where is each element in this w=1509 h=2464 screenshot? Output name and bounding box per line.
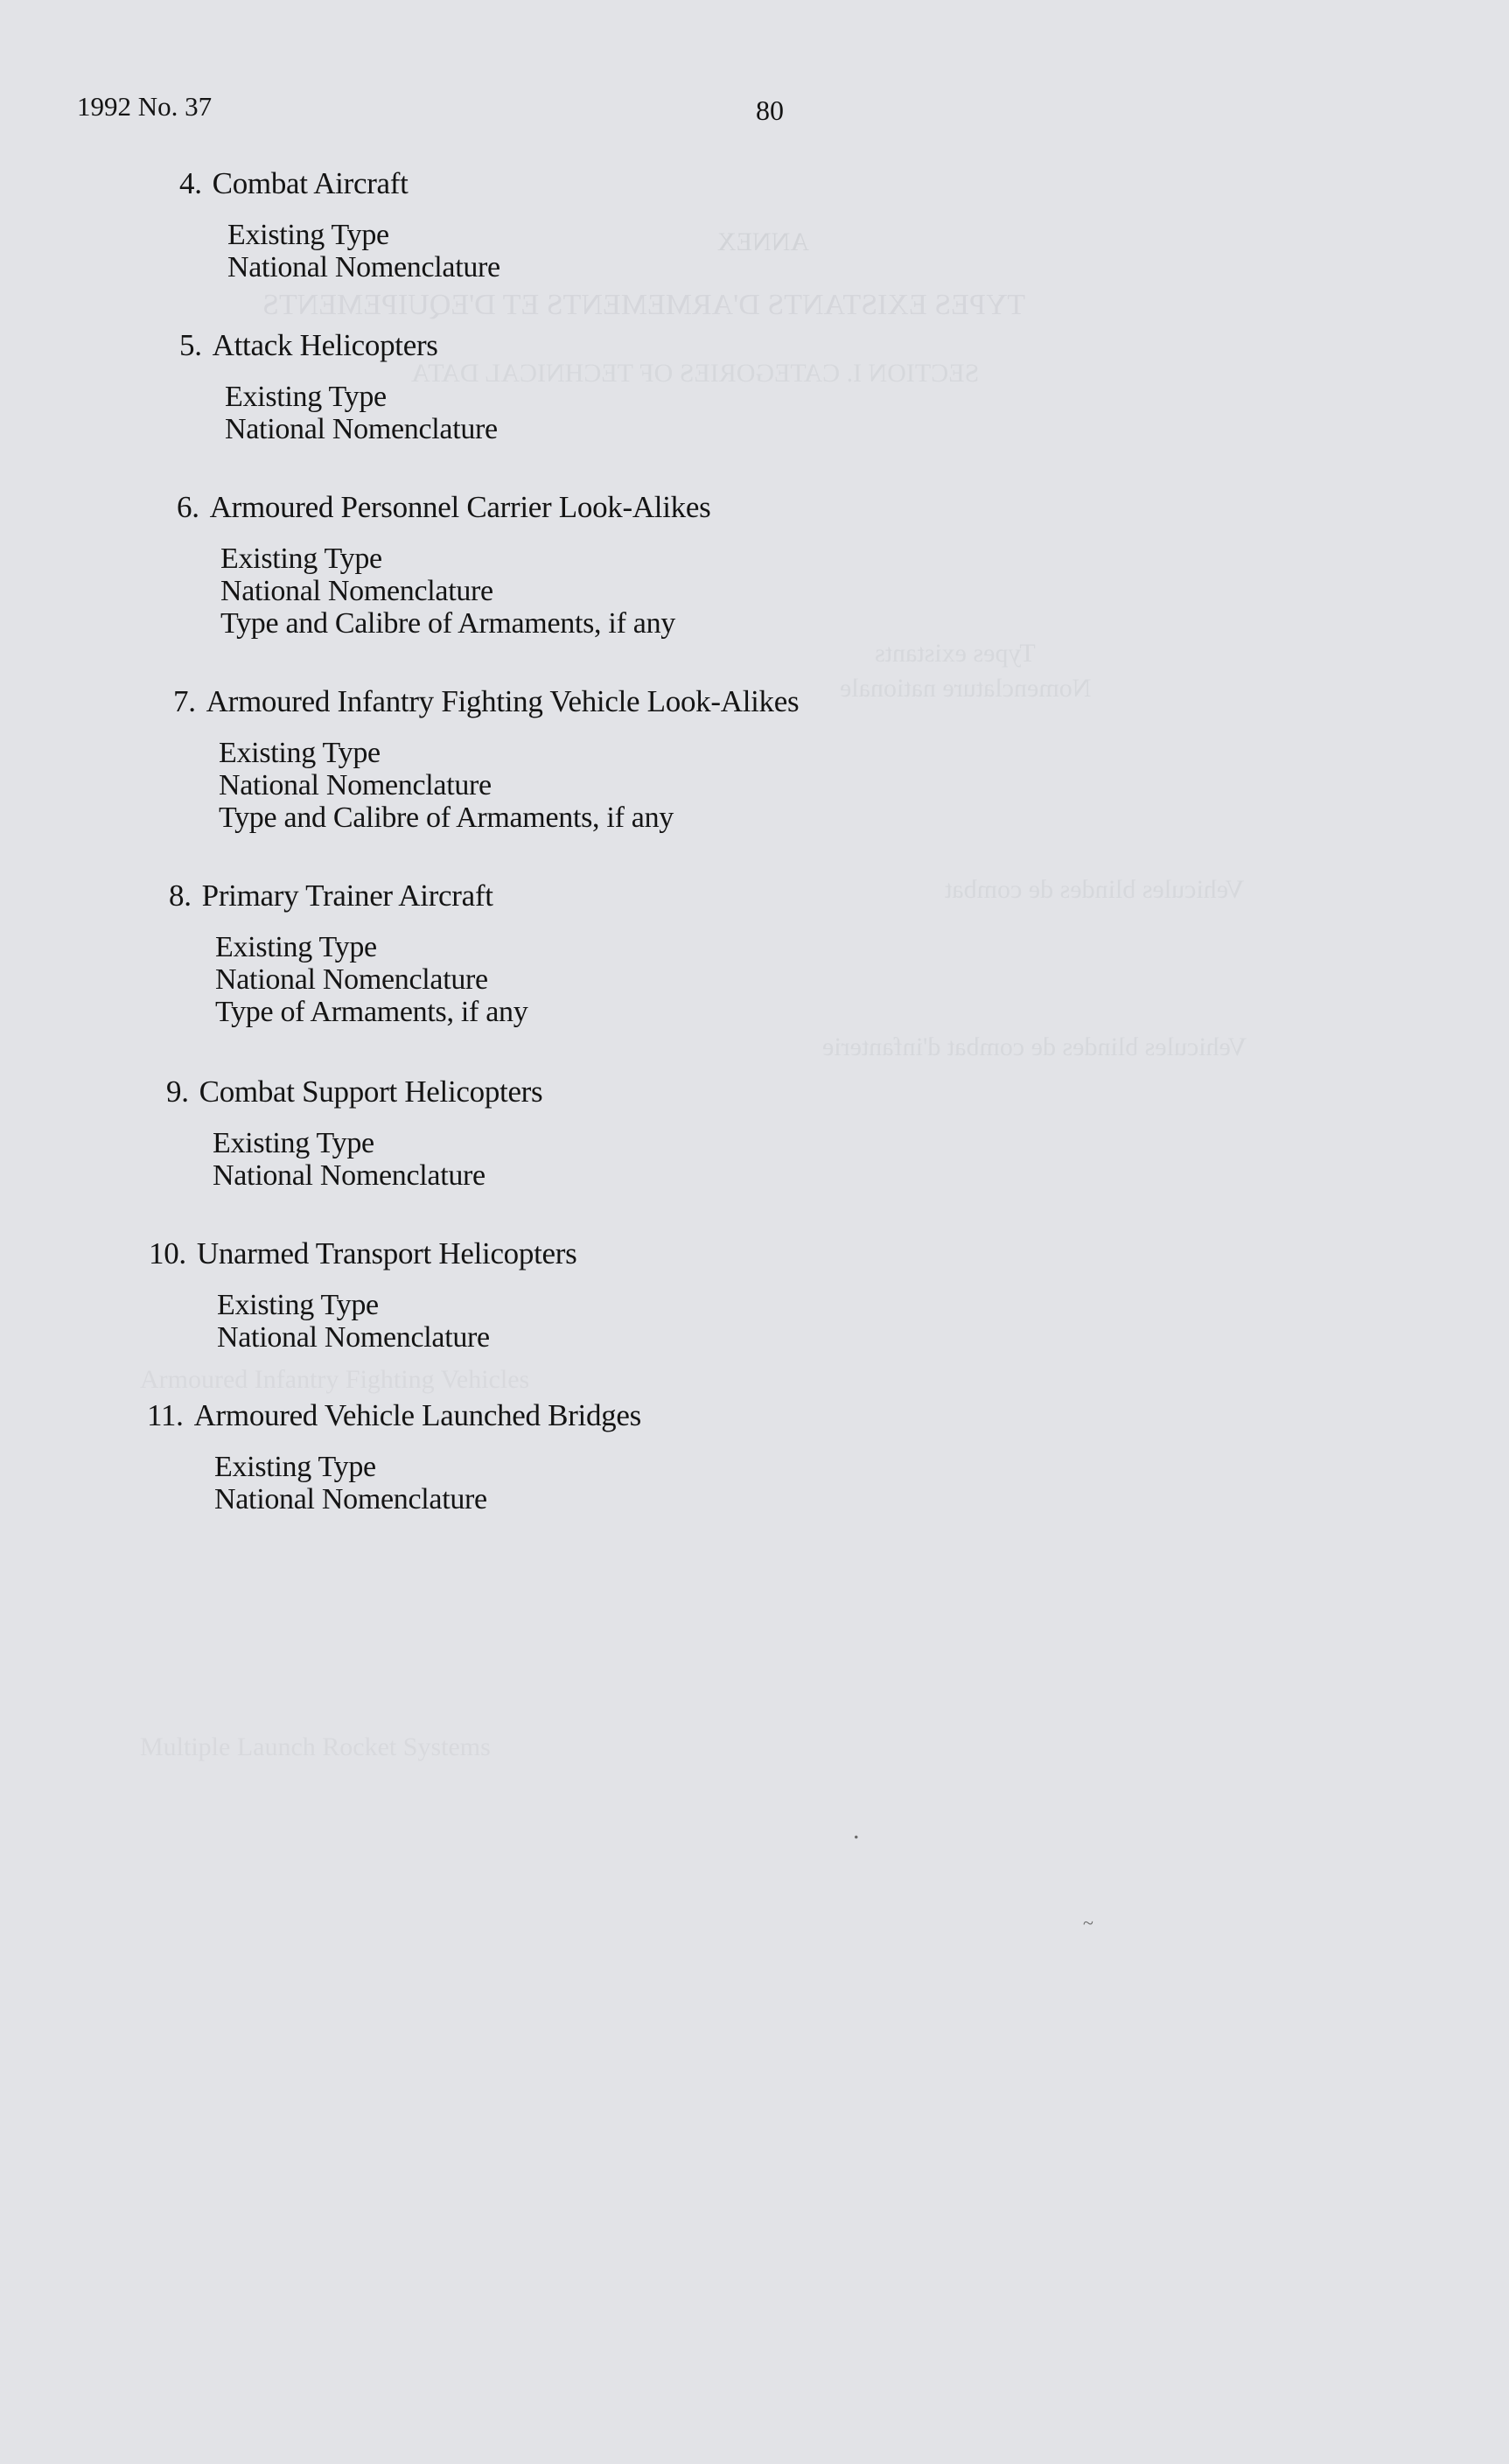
item-field: Existing Type [214,1451,376,1483]
document-citation: 1992 No. 37 [77,91,213,122]
item-title: Combat Aircraft [212,166,409,200]
item-field: National Nomenclature [214,1483,487,1516]
item-field: Existing Type [213,1127,374,1159]
item-field: National Nomenclature [219,769,492,802]
item-field: Existing Type [227,219,389,251]
item-title: Armoured Personnel Carrier Look-Alikes [209,490,711,524]
list-item [179,166,500,284]
list-item [179,328,498,445]
item-number: 11. [147,1398,184,1432]
item-number: 8. [169,878,192,913]
item-heading [169,878,527,914]
item-field: Type of Armaments, if any [215,996,528,1028]
item-title: Primary Trainer Aircraft [201,878,493,913]
item-fields [220,542,710,640]
item-fields [225,381,498,445]
item-number: 6. [177,490,199,524]
scan-speck: ~ [1083,1912,1093,1934]
item-field: National Nomenclature [217,1321,490,1354]
item-fields [213,1127,542,1192]
bleed-through-text: Vehicules blindes de combat d'infanterie [822,1032,1247,1061]
bleed-through-text: Multiple Launch Rocket Systems [140,1732,491,1761]
item-heading [147,1398,641,1433]
item-number: 9. [166,1074,189,1109]
item-number: 4. [179,166,202,200]
list-item [169,878,527,1028]
list-item [147,1398,641,1516]
item-fields [215,931,527,1028]
bleed-through-text: SECTION I. CATEGORIES OF TECHNICAL DATA [411,359,980,388]
item-field: Existing Type [219,737,381,769]
bleed-through-text: Armoured Infantry Fighting Vehicles [140,1365,530,1394]
item-heading [179,166,500,201]
bleed-through-text: Vehicules blindes de combat [945,875,1245,904]
scan-speck: . [853,1816,860,1844]
bleed-through-text: Nomenclature nationale [840,674,1092,703]
item-fields [214,1451,641,1516]
item-field: National Nomenclature [220,575,493,607]
item-field: National Nomenclature [225,413,498,445]
page-number: 80 [756,94,784,126]
list-item [166,1074,542,1192]
item-heading [177,490,710,525]
bleed-through-text: ANNEX [717,228,809,256]
item-number: 5. [179,328,202,362]
item-fields [227,219,500,284]
item-field: Existing Type [220,542,382,575]
item-fields [219,737,799,834]
item-field: National Nomenclature [215,963,488,996]
item-field: Existing Type [215,931,377,963]
item-title: Armoured Vehicle Launched Bridges [193,1398,641,1432]
item-heading [179,328,498,363]
item-field: Existing Type [225,381,387,413]
item-field: National Nomenclature [227,251,500,284]
item-field: Type and Calibre of Armaments, if any [220,607,675,640]
item-heading [149,1236,576,1271]
list-item [173,684,799,834]
item-fields [217,1289,576,1354]
item-heading [173,684,799,719]
item-title: Combat Support Helicopters [199,1074,543,1109]
list-item [177,490,710,640]
item-title: Unarmed Transport Helicopters [196,1236,577,1270]
bleed-through-text: TYPES EXISTANTS D'ARMEMENTS ET D'EQUIPEMENTS [262,289,1026,321]
item-number: 10. [149,1236,186,1270]
item-title: Attack Helicopters [212,328,438,362]
item-field: Type and Calibre of Armaments, if any [219,802,674,834]
item-heading [166,1074,542,1110]
item-field: National Nomenclature [213,1159,486,1192]
bleed-through-text: Types existants [875,639,1036,668]
item-field: Existing Type [217,1289,379,1321]
item-title: Armoured Infantry Fighting Vehicle Look-Alikes [206,684,800,718]
item-number: 7. [173,684,196,718]
list-item [149,1236,576,1354]
